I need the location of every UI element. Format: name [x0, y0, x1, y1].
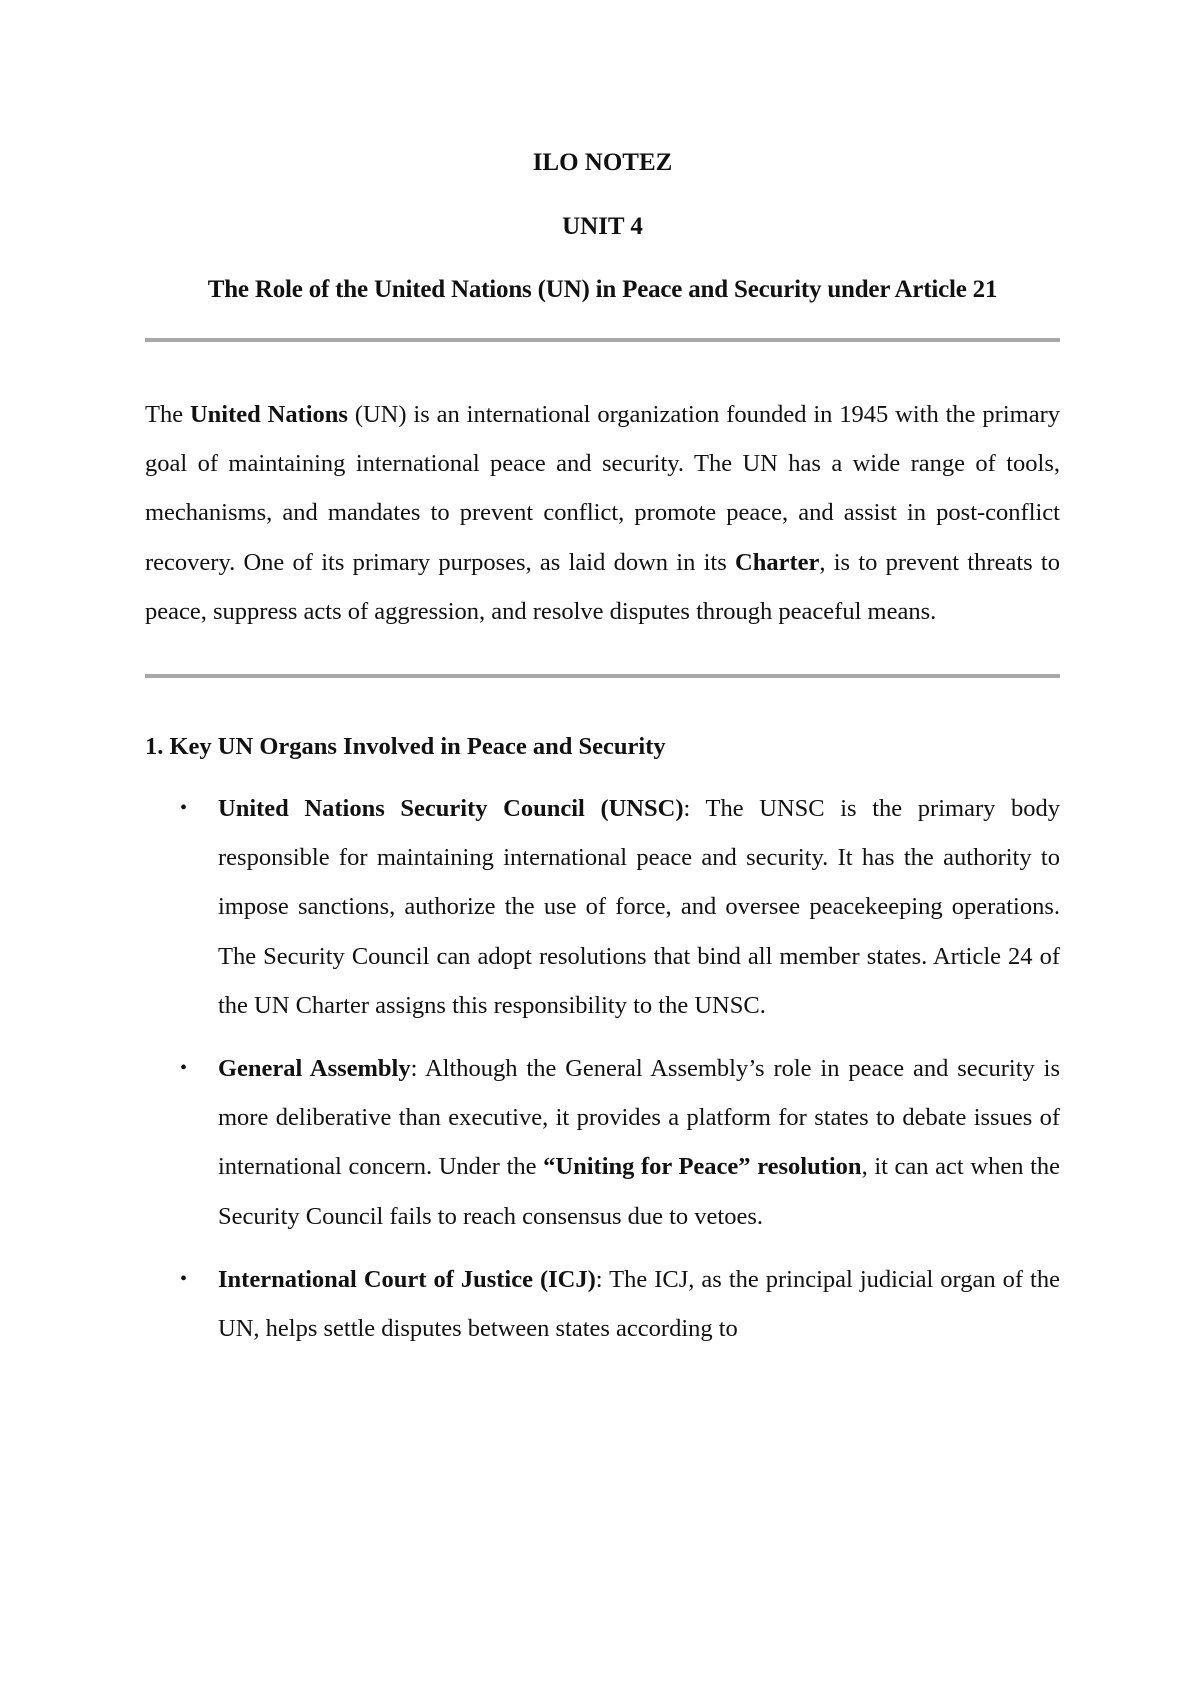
- list-item-term: “Uniting for Peace” resolution: [543, 1153, 862, 1181]
- list-item-unsc: [145, 784, 1060, 1030]
- intro-bold-term: United Nations: [189, 401, 348, 428]
- bullet-icon: •: [180, 797, 188, 820]
- intro-text: (UN) is an international organization founded in 1945 with the primary goal of maintaining international peace and security. The UN has a wide range of tools, mechanisms, and mandates to prevent conflict, promote peace, and assist in post-conflict recovery. One of its primary purposes, as laid down in its: [145, 401, 1060, 576]
- intro-text: , is to prevent threats to peace, suppress acts of aggression, and resolve disputes through peaceful means.: [145, 548, 1060, 625]
- bullet-icon: •: [180, 1267, 188, 1290]
- organs-list: [145, 784, 1060, 1353]
- section-heading: 1. Key UN Organs Involved in Peace and Security: [145, 733, 666, 761]
- document-title: ILO NOTEZ: [532, 149, 673, 176]
- list-item-icj: [145, 1255, 1060, 1353]
- list-item-term: General Assembly: [218, 1055, 411, 1083]
- topic-title: The Role of the United Nations (UN) in Peace and Security under Article 21: [207, 276, 998, 303]
- list-item-text: , it can act when the Security Council fails to reach consensus due to vetoes.: [218, 1153, 1060, 1230]
- intro-text: The: [145, 401, 190, 428]
- bullet-icon: •: [180, 1057, 188, 1080]
- list-item-text: : The UNSC is the primary body responsible for maintaining international peace and security. It has the authority to impose sanctions, authorize the use of force, and oversee peacekeeping operations. The Security Council can adopt resolutions that bind all member states. Article 24 of the UN Charter assigns this responsibility to the UNSC.: [218, 795, 1060, 1019]
- unit-title: UNIT 4: [562, 213, 643, 240]
- page-content: [145, 140, 1060, 1367]
- horizontal-divider: [145, 674, 1060, 678]
- intro-bold-term: Charter: [735, 548, 820, 576]
- intro-paragraph: [145, 390, 1060, 636]
- list-item-text: : Although the General Assembly’s role in peace and security is more deliberative than executive, it provides a platform for states to debate issues of international concern. Under the: [218, 1055, 1060, 1181]
- horizontal-divider: [145, 338, 1060, 342]
- list-item-general-assembly: [145, 1044, 1060, 1241]
- list-item-term: International Court of Justice (ICJ): [218, 1265, 596, 1293]
- list-item-term: United Nations Security Council (UNSC): [218, 795, 684, 823]
- list-item-text: : The ICJ, as the principal judicial organ of the UN, helps settle disputes between states according to: [218, 1265, 1060, 1343]
